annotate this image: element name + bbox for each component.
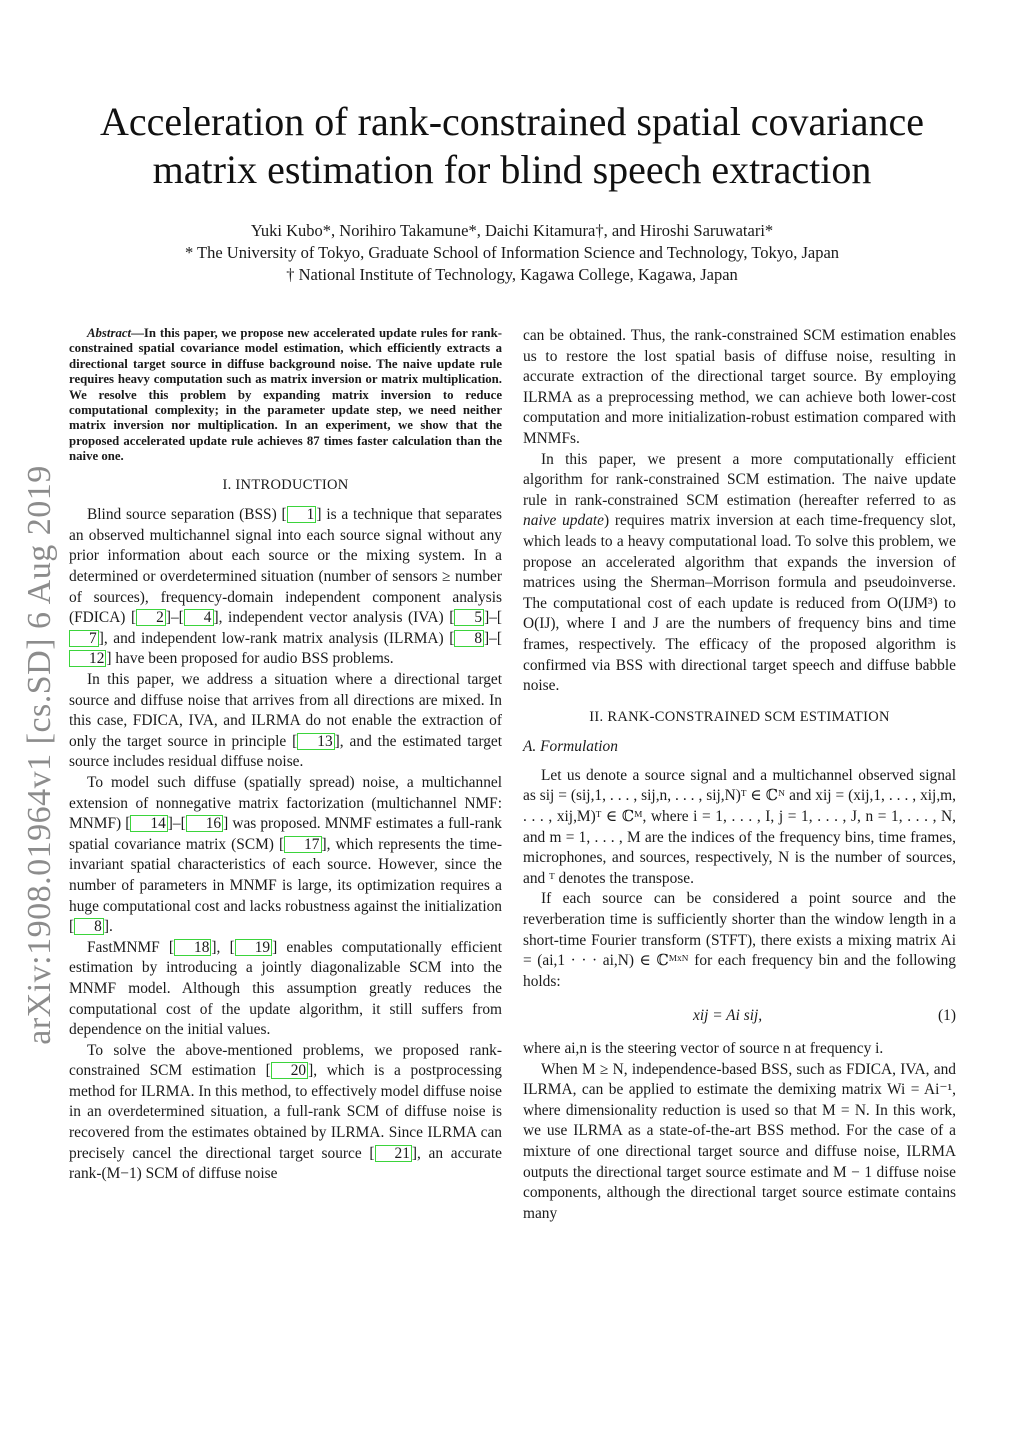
citation-link[interactable]: 7 [69, 630, 99, 647]
equation-1-number: (1) [938, 1007, 956, 1025]
citation-link[interactable]: 4 [184, 609, 214, 626]
citation-link[interactable]: 16 [186, 815, 223, 832]
affiliation-kagawa: † National Institute of Technology, Kagawa College, Kagawa, Japan [286, 265, 738, 284]
intro-paragraph-3: To model such diffuse (spatially spread) noise, a multichannel extension of nonnegative matrix factorization (multichannel NMF: MNMF) [ 14 ]–[ 16 ] was proposed. MNMF estimates a full-rank spatial covariance matrix (SCM) [ 17 ], which represents the time-invariant spatial characteristics of each source. However, since the number of parameters in MNMF is large, its optimization requires a huge computational cost and lacks robustness against the initialization [ 8 ]. [69, 773, 502, 936]
citation-link[interactable]: 18 [174, 939, 211, 956]
formulation-paragraph-2: If each source can be considered a point source and the reverberation time is sufficiently shorter than the window length in a short-time Fourier transform (STFT), there exists a mixing matrix Ai = (ai,1 · · · ai,N) ∈ ℂᴹˣᴺ for each frequency bin and the following holds: [523, 890, 956, 990]
intro-paragraph-4: FastMNMF [ 18 ], [ 19 ] enables computationally efficient estimation by introducing a jointly diagonalizable SCM into the MNMF model. Although this assumption greatly reduces the computational cost of the update algorithm, it still suffers from dependence on the initial values. [69, 938, 502, 1039]
section-heading-rank-constrained: II. RANK-CONSTRAINED SCM ESTIMATION [589, 708, 890, 725]
intro-paragraph-5-continued: can be obtained. Thus, the rank-constrained SCM estimation enables us to restore the lost spatial basis of diffuse noise, resulting in accurate extraction of the directional target source. By employing ILRMA as a preprocessing method, we can achieve both lower-cost computation and more initialization-robust estimation compared with MNMFs. [523, 327, 956, 447]
equation-1 [523, 1006, 956, 1027]
citation-link[interactable]: 14 [130, 815, 167, 832]
affiliation-tokyo: * The University of Tokyo, Graduate School of Information Science and Technology, Tokyo, Japan [184, 243, 840, 262]
citation-link[interactable]: 20 [271, 1062, 308, 1079]
intro-paragraph-2: In this paper, we address a situation where a directional target source and diffuse noise that arrives from all directions are mixed. In this case, FDICA, IVA, and ILRMA do not enable the extraction of only the target source in principle [ 13 ], and the estimated target source includes residual diffuse noise. [69, 671, 502, 771]
intro-paragraph-6: In this paper, we present a more computationally efficient algorithm for rank-constrained SCM estimation. The naive update rule in rank-constrained SCM estimation (hereafter referred to as naive update) requires matrix inversion at each time-frequency slot, which leads to a heavy computational load. To solve this problem, we propose an accelerated algorithm that expands the inversion of matrices using the Sherman–Morrison formula and pseudoinverse. The computational cost of each update is reduced from O(IJM³) to O(IJ), where I and J are the numbers of frequency bins and time frames, respectively. The efficacy of the proposed algorithm is confirmed via BSS with directional target speech and diffuse babble noise. [523, 450, 956, 695]
section-heading-introduction: I. INTRODUCTION [222, 476, 349, 493]
formulation-paragraph-4: When M ≥ N, independence-based BSS, such as FDICA, IVA, and ILRMA, can be applied to estimate the demixing matrix Wi = Ai⁻¹, where dimensionality reduction is used so that M = N. In this work, we use ILRMA as a state-of-the-art BSS method. For the case of a mixture of one directional target source and diffuse noise, ILRMA outputs the directional target source estimate and M − 1 diffuse noise components, although the directional target source estimate contains many [523, 1060, 956, 1222]
arxiv-identifier: arXiv:1908.01964v1 [cs.SD] 6 Aug 2019 [21, 465, 58, 1045]
arxiv-side-stamp [10, 455, 70, 1055]
citation-link[interactable]: 8 [74, 918, 104, 935]
left-column [69, 326, 502, 1185]
abstract [69, 326, 502, 465]
citation-link[interactable]: 2 [136, 609, 166, 626]
citation-link[interactable]: 13 [297, 733, 334, 750]
paper-title: Acceleration of rank-constrained spatial covariance matrix estimation for blind speech extraction [99, 99, 925, 192]
intro-paragraph-1: Blind source separation (BSS) [ 1 ] is a technique that separates an observed multichannel signal into each source signal without any prior information about each source or the mixing system. In a determined or overdetermined situation (number of sensors ≥ number of sources), frequency-domain independent component analysis (FDICA) [ 2 ]–[ 4 ], independent vector analysis (IVA) [ 5 ]–[7 ], and independent low-rank matrix analysis (ILRMA) [ 8 ]–[12 ] have been proposed for audio BSS problems. [69, 506, 503, 668]
citation-link[interactable]: 5 [454, 609, 484, 626]
formulation-paragraph-1: Let us denote a source signal and a multichannel observed signal as sij = (sij,1, . . . , sij,n, . . . , sij,N)ᵀ ∈ ℂᴺ and xij = (xij,1, . . . , xij,m, . . . , xij,M)ᵀ ∈ ℂᴹ, where i = 1, . . . , I, j = 1, . . . , J, n = 1, . . . , N, and m = 1, . . . , M are the indices of the frequency bins, time frames, microphones, and sources, respectively, N is the number of sources, and ᵀ denotes the transpose. [523, 766, 956, 887]
citation-link[interactable]: 21 [375, 1145, 412, 1162]
formulation-paragraph-3: where ai,n is the steering vector of source n at frequency i. [523, 1040, 884, 1057]
intro-paragraph-5: To solve the above-mentioned problems, we proposed rank-constrained SCM estimation [ 20 ], which is a postprocessing method for ILRMA. In this method, to effectively model diffuse noise in an overdetermined situation, a full-rank SCM of diffuse noise is recovered from the estimates obtained by ILRMA. Since ILRMA can precisely cancel the directional target source [ 21 ], an accurate rank-(M−1) SCM of diffuse noise [69, 1041, 502, 1183]
subsection-heading-formulation: A. Formulation [523, 738, 618, 756]
author-names: Yuki Kubo*, Norihiro Takamune*, Daichi Kitamura†, and Hiroshi Saruwatari* [250, 221, 774, 240]
author-block [60, 220, 964, 286]
citation-link[interactable]: 1 [287, 506, 317, 523]
equation-1-formula: xij = Ai sij, [693, 1007, 763, 1025]
citation-link[interactable]: 17 [284, 836, 321, 853]
citation-link[interactable]: 8 [454, 630, 484, 647]
abstract-text: —In this paper, we propose new accelerated update rules for rank-constrained spatial covariance model estimation, which efficiently extracts a directional target source in diffuse background noise. The naive update rule requires heavy computation such as matrix inversion or matrix multiplication. We resolve this problem by expanding matrix inversion to reduce computational complexity; in the parameter update step, we need neither matrix inversion nor multiplication. In an experiment, we show that the proposed accelerated update rule achieves 87 times faster calculation than the naive one. [69, 326, 502, 464]
abstract-label: Abstract [87, 326, 132, 340]
citation-link[interactable]: 19 [235, 939, 272, 956]
naive-update-term: naive update [523, 512, 604, 530]
right-column [523, 326, 956, 1224]
citation-link[interactable]: 12 [69, 650, 106, 667]
